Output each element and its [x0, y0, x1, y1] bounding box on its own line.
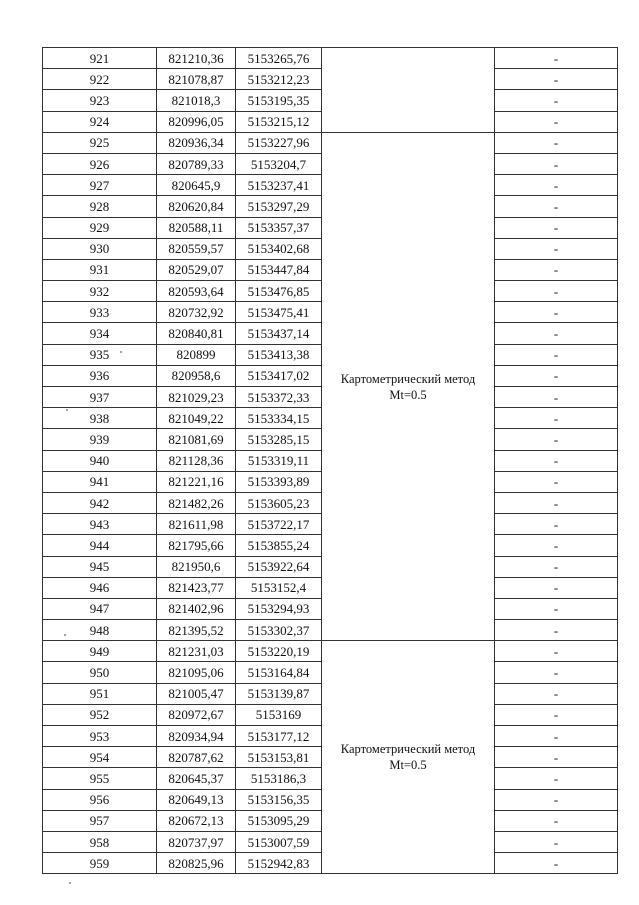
table-row: [43, 132, 618, 153]
y-coordinate-cell: 5153152,4: [236, 577, 322, 598]
point-number-cell: 924: [43, 111, 157, 132]
dash-cell: -: [495, 577, 618, 598]
point-number-cell: 923: [43, 90, 157, 111]
y-coordinate-cell: 5153237,41: [236, 175, 322, 196]
method-cell: Картометрический метод Mt=0.5: [322, 641, 495, 874]
x-coordinate-cell: 821950,6: [157, 556, 236, 577]
y-coordinate-cell: 5153855,24: [236, 535, 322, 556]
point-number-cell: 941: [43, 471, 157, 492]
dash-cell: -: [495, 69, 618, 90]
point-number-cell: 928: [43, 196, 157, 217]
y-coordinate-cell: 5153177,12: [236, 726, 322, 747]
y-coordinate-cell: 5153605,23: [236, 492, 322, 513]
point-number-cell: 947: [43, 598, 157, 619]
dash-cell: -: [495, 831, 618, 852]
point-number-cell: 957: [43, 810, 157, 831]
dash-cell: -: [495, 620, 618, 641]
point-number-cell: 935: [43, 344, 157, 365]
x-coordinate-cell: 820825,96: [157, 853, 236, 874]
point-number-cell: 959: [43, 853, 157, 874]
method-cell: Картометрический метод Mt=0.5: [322, 132, 495, 641]
dash-cell: -: [495, 302, 618, 323]
y-coordinate-cell: 5153302,37: [236, 620, 322, 641]
point-number-cell: 949: [43, 641, 157, 662]
y-coordinate-cell: 5153437,14: [236, 323, 322, 344]
x-coordinate-cell: 820732,92: [157, 302, 236, 323]
x-coordinate-cell: 820934,94: [157, 726, 236, 747]
y-coordinate-cell: 5153297,29: [236, 196, 322, 217]
point-number-cell: 930: [43, 238, 157, 259]
y-coordinate-cell: 5152942,83: [236, 853, 322, 874]
y-coordinate-cell: 5153156,35: [236, 789, 322, 810]
dash-cell: -: [495, 196, 618, 217]
point-number-cell: 952: [43, 704, 157, 725]
x-coordinate-cell: 821221,16: [157, 471, 236, 492]
x-coordinate-cell: 820789,33: [157, 153, 236, 174]
x-coordinate-cell: 821611,98: [157, 514, 236, 535]
x-coordinate-cell: 821395,52: [157, 620, 236, 641]
y-coordinate-cell: 5153227,96: [236, 132, 322, 153]
y-coordinate-cell: 5153447,84: [236, 259, 322, 280]
x-coordinate-cell: 821049,22: [157, 408, 236, 429]
point-number-cell: 932: [43, 281, 157, 302]
dash-cell: -: [495, 514, 618, 535]
y-coordinate-cell: 5153220,19: [236, 641, 322, 662]
point-number-cell: 951: [43, 683, 157, 704]
dash-cell: -: [495, 132, 618, 153]
y-coordinate-cell: 5153139,87: [236, 683, 322, 704]
y-coordinate-cell: 5153402,68: [236, 238, 322, 259]
x-coordinate-cell: 821402,96: [157, 598, 236, 619]
y-coordinate-cell: 5153265,76: [236, 48, 322, 69]
y-coordinate-cell: 5153204,7: [236, 153, 322, 174]
dash-cell: -: [495, 853, 618, 874]
y-coordinate-cell: 5153334,15: [236, 408, 322, 429]
method-cell: [322, 48, 495, 133]
point-number-cell: 921: [43, 48, 157, 69]
point-number-cell: 934: [43, 323, 157, 344]
y-coordinate-cell: 5153215,12: [236, 111, 322, 132]
y-coordinate-cell: 5153285,15: [236, 429, 322, 450]
dash-cell: -: [495, 281, 618, 302]
y-coordinate-cell: 5153393,89: [236, 471, 322, 492]
dash-cell: -: [495, 598, 618, 619]
dash-cell: -: [495, 111, 618, 132]
x-coordinate-cell: 820588,11: [157, 217, 236, 238]
y-coordinate-cell: 5153212,23: [236, 69, 322, 90]
point-number-cell: 940: [43, 450, 157, 471]
x-coordinate-cell: 820972,67: [157, 704, 236, 725]
point-number-cell: 954: [43, 747, 157, 768]
dash-cell: -: [495, 365, 618, 386]
y-coordinate-cell: 5153476,85: [236, 281, 322, 302]
point-number-cell: 939: [43, 429, 157, 450]
dash-cell: -: [495, 153, 618, 174]
dash-cell: -: [495, 238, 618, 259]
x-coordinate-cell: 820645,9: [157, 175, 236, 196]
x-coordinate-cell: 821078,87: [157, 69, 236, 90]
dash-cell: -: [495, 535, 618, 556]
scan-speck: [69, 882, 71, 884]
x-coordinate-cell: 820593,64: [157, 281, 236, 302]
x-coordinate-cell: 820620,84: [157, 196, 236, 217]
point-number-cell: 953: [43, 726, 157, 747]
dash-cell: -: [495, 344, 618, 365]
point-number-cell: 955: [43, 768, 157, 789]
x-coordinate-cell: 821210,36: [157, 48, 236, 69]
point-number-cell: 931: [43, 259, 157, 280]
point-number-cell: 938: [43, 408, 157, 429]
point-number-cell: 929: [43, 217, 157, 238]
y-coordinate-cell: 5153357,37: [236, 217, 322, 238]
point-number-cell: 958: [43, 831, 157, 852]
y-coordinate-cell: 5153413,38: [236, 344, 322, 365]
x-coordinate-cell: 820936,34: [157, 132, 236, 153]
y-coordinate-cell: 5153294,93: [236, 598, 322, 619]
point-number-cell: 945: [43, 556, 157, 577]
dash-cell: -: [495, 683, 618, 704]
table-row: [43, 641, 618, 662]
y-coordinate-cell: 5153319,11: [236, 450, 322, 471]
dash-cell: -: [495, 408, 618, 429]
dash-cell: -: [495, 747, 618, 768]
coordinates-table-body: [43, 48, 618, 874]
scan-speck: [120, 351, 122, 353]
point-number-cell: 926: [43, 153, 157, 174]
y-coordinate-cell: 5153186,3: [236, 768, 322, 789]
point-number-cell: 948: [43, 620, 157, 641]
y-coordinate-cell: 5153169: [236, 704, 322, 725]
dash-cell: -: [495, 387, 618, 408]
y-coordinate-cell: 5153722,17: [236, 514, 322, 535]
point-number-cell: 922: [43, 69, 157, 90]
document-sheet: [42, 47, 614, 874]
x-coordinate-cell: 821018,3: [157, 90, 236, 111]
dash-cell: -: [495, 768, 618, 789]
point-number-cell: 927: [43, 175, 157, 196]
x-coordinate-cell: 820672,13: [157, 810, 236, 831]
point-number-cell: 933: [43, 302, 157, 323]
x-coordinate-cell: 821423,77: [157, 577, 236, 598]
dash-cell: -: [495, 789, 618, 810]
dash-cell: -: [495, 556, 618, 577]
dash-cell: -: [495, 259, 618, 280]
table-row: [43, 48, 618, 69]
dash-cell: -: [495, 471, 618, 492]
x-coordinate-cell: 821231,03: [157, 641, 236, 662]
x-coordinate-cell: 820996,05: [157, 111, 236, 132]
y-coordinate-cell: 5153195,35: [236, 90, 322, 111]
dash-cell: -: [495, 323, 618, 344]
point-number-cell: 946: [43, 577, 157, 598]
x-coordinate-cell: 820559,57: [157, 238, 236, 259]
y-coordinate-cell: 5153922,64: [236, 556, 322, 577]
y-coordinate-cell: 5153153,81: [236, 747, 322, 768]
x-coordinate-cell: 820958,6: [157, 365, 236, 386]
point-number-cell: 937: [43, 387, 157, 408]
y-coordinate-cell: 5153475,41: [236, 302, 322, 323]
scan-speck: [66, 409, 68, 411]
x-coordinate-cell: 820737,97: [157, 831, 236, 852]
x-coordinate-cell: 820899: [157, 344, 236, 365]
dash-cell: -: [495, 810, 618, 831]
x-coordinate-cell: 820787,62: [157, 747, 236, 768]
coordinates-table: [42, 47, 618, 874]
x-coordinate-cell: 821795,66: [157, 535, 236, 556]
scan-speck: [64, 634, 66, 636]
dash-cell: -: [495, 662, 618, 683]
x-coordinate-cell: 820645,37: [157, 768, 236, 789]
x-coordinate-cell: 821029,23: [157, 387, 236, 408]
point-number-cell: 944: [43, 535, 157, 556]
x-coordinate-cell: 820840,81: [157, 323, 236, 344]
dash-cell: -: [495, 492, 618, 513]
x-coordinate-cell: 821482,26: [157, 492, 236, 513]
y-coordinate-cell: 5153417,02: [236, 365, 322, 386]
dash-cell: -: [495, 217, 618, 238]
dash-cell: -: [495, 641, 618, 662]
dash-cell: -: [495, 704, 618, 725]
x-coordinate-cell: 821128,36: [157, 450, 236, 471]
dash-cell: -: [495, 48, 618, 69]
x-coordinate-cell: 821005,47: [157, 683, 236, 704]
point-number-cell: 925: [43, 132, 157, 153]
y-coordinate-cell: 5153372,33: [236, 387, 322, 408]
x-coordinate-cell: 820649,13: [157, 789, 236, 810]
x-coordinate-cell: 821081,69: [157, 429, 236, 450]
x-coordinate-cell: 821095,06: [157, 662, 236, 683]
dash-cell: -: [495, 90, 618, 111]
dash-cell: -: [495, 175, 618, 196]
x-coordinate-cell: 820529,07: [157, 259, 236, 280]
point-number-cell: 943: [43, 514, 157, 535]
dash-cell: -: [495, 429, 618, 450]
dash-cell: -: [495, 450, 618, 471]
point-number-cell: 956: [43, 789, 157, 810]
dash-cell: -: [495, 726, 618, 747]
point-number-cell: 942: [43, 492, 157, 513]
y-coordinate-cell: 5153095,29: [236, 810, 322, 831]
y-coordinate-cell: 5153164,84: [236, 662, 322, 683]
y-coordinate-cell: 5153007,59: [236, 831, 322, 852]
point-number-cell: 950: [43, 662, 157, 683]
point-number-cell: 936: [43, 365, 157, 386]
